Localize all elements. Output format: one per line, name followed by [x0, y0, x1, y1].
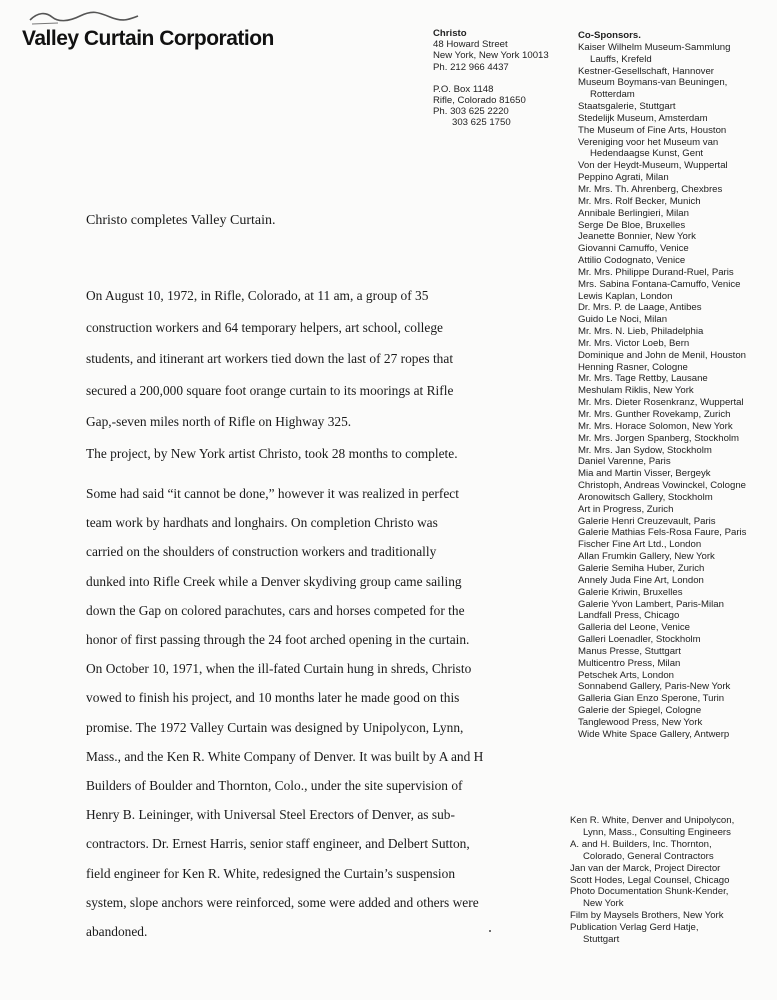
text-line: The project, by New York artist Christo, took 28 months to complete.: [86, 445, 458, 461]
credits-list: [570, 815, 775, 946]
text-line: field engineer for Ken R. White, redesigned the Curtain’s suspension: [86, 865, 456, 881]
sponsor-item: Christoph, Andreas Vowinckel, Cologne: [578, 480, 746, 492]
sponsor-item: Dominique and John de Menil, Houston: [578, 349, 746, 361]
sponsor-item: Aronowitsch Gallery, Stockholm: [578, 491, 713, 503]
sponsor-item: Stedelijk Museum, Amsterdam: [578, 112, 708, 124]
sponsor-item: Staatsgalerie, Stuttgart: [578, 101, 676, 113]
address-line: Ph. 212 966 4437: [433, 61, 509, 73]
credit-item: Colorado, General Contractors: [583, 850, 714, 862]
sponsor-item: Mr. Mrs. Horace Solomon, New York: [578, 420, 733, 432]
credit-item: Lynn, Mass., Consulting Engineers: [583, 826, 731, 838]
credit-item: Photo Documentation Shunk-Kender,: [570, 886, 729, 898]
sponsor-item: Galerie Yvon Lambert, Paris-Milan: [578, 598, 724, 610]
credit-item: Jan van der Marck, Project Director: [570, 862, 721, 874]
sponsor-item: Annely Juda Fine Art, London: [578, 574, 704, 586]
sponsor-item: Galleria Gian Enzo Sperone, Turin: [578, 693, 725, 705]
sponsor-item: Landfall Press, Chicago: [578, 610, 680, 622]
text-line: contractors. Dr. Ernest Harris, senior staff engineer, and Delbert Sutton,: [86, 836, 470, 852]
text-line: down the Gap on colored parachutes, cars and horses competed for the: [86, 602, 465, 618]
sponsor-item: Lauffs, Krefeld: [590, 53, 652, 65]
paragraph-2: [86, 479, 546, 946]
text-line: Henry B. Leininger, with Universal Steel Erectors of Denver, as sub-: [86, 807, 455, 823]
text-line: carried on the shoulders of construction workers and traditionally: [86, 544, 437, 560]
sponsor-item: Serge De Bloe, Bruxelles: [578, 219, 686, 231]
sponsor-item: Mia and Martin Visser, Bergeyk: [578, 468, 711, 480]
paragraph-1: [86, 280, 546, 469]
sponsor-item: Multicentro Press, Milan: [578, 657, 681, 669]
sponsor-item: Galerie der Spiegel, Cologne: [578, 705, 702, 717]
address-phone-alt: 303 625 1750: [452, 117, 511, 129]
text-line: team work by hardhats and longhairs. On completion Christo was: [86, 515, 438, 531]
sponsors-list: [578, 30, 773, 741]
headline: Christo completes Valley Curtain.: [86, 213, 276, 228]
credit-item: Scott Hodes, Legal Counsel, Chicago: [570, 874, 730, 886]
credit-item: Ken R. White, Denver and Unipolycon,: [570, 815, 735, 826]
paper-speck: [489, 930, 491, 932]
sponsor-item: Galerie Henri Creuzevault, Paris: [578, 515, 716, 527]
text-line: construction workers and 64 temporary helpers, art school, college: [86, 319, 443, 335]
credit-item: Film by Maysels Brothers, New York: [570, 910, 724, 922]
sponsor-item: Mr. Mrs. Tage Rettby, Lausane: [578, 373, 708, 385]
sponsor-item: Von der Heydt-Museum, Wuppertal: [578, 160, 728, 172]
credit-item: New York: [583, 898, 624, 910]
text-line: Builders of Boulder and Thornton, Colo., under the site supervision of: [86, 778, 463, 794]
sponsor-item: Mr. Mrs. Rolf Becker, Munich: [578, 195, 701, 207]
sponsor-item: Jeanette Bonnier, New York: [578, 231, 696, 243]
sponsor-item: Kestner-Gesellschaft, Hannover: [578, 65, 714, 77]
address-line: New York, New York 10013: [433, 50, 549, 62]
sponsor-item: Mr. Mrs. Philippe Durand-Ruel, Paris: [578, 266, 734, 278]
address-line: 48 Howard Street: [433, 39, 508, 51]
text-line: students, and itinerant art workers tied down the last of 27 ropes that: [86, 351, 454, 366]
text-line: vowed to finish his project, and 10 months later he made good on this: [86, 690, 460, 706]
sponsor-item: Daniel Varenne, Paris: [578, 456, 671, 468]
sponsor-item: Galerie Mathias Fels-Rosa Faure, Paris: [578, 527, 747, 539]
sponsor-item: Allan Frumkin Gallery, New York: [578, 551, 715, 563]
sponsor-item: Galerie Kriwin, Bruxelles: [578, 586, 683, 598]
text-line: dunked into Rifle Creek while a Denver skydiving group came sailing: [86, 573, 462, 589]
text-line: Some had said “it cannot be done,” however it was realized in perfect: [86, 486, 459, 501]
sponsor-item: Annibale Berlingieri, Milan: [578, 207, 689, 219]
text-line: Gap,-seven miles north of Rifle on Highway 325.: [86, 414, 352, 429]
text-line: system, slope anchors were reinforced, some were added and others were: [86, 894, 479, 910]
address-line: Ph. 303 625 2220: [433, 106, 509, 118]
sponsor-item: The Museum of Fine Arts, Houston: [578, 124, 727, 136]
sponsor-item: Giovanni Camuffo, Venice: [578, 243, 689, 255]
sponsor-item: Wide White Space Gallery, Antwerp: [578, 728, 730, 740]
sponsor-item: Galleria del Leone, Venice: [578, 622, 691, 634]
text-line: honor of first passing through the 24 foot arched opening in the curtain.: [86, 632, 470, 648]
sponsor-item: Mr. Mrs. Gunther Rovekamp, Zurich: [578, 409, 731, 420]
sponsor-item: Meshulam Riklis, New York: [578, 385, 694, 397]
sponsor-item: Manus Presse, Stuttgart: [578, 645, 681, 657]
sponsor-item: Kaiser Wilhelm Museum-Sammlung: [578, 41, 731, 53]
address-name: Christo: [433, 28, 467, 39]
sponsor-item: Mrs. Sabina Fontana-Camuffo, Venice: [578, 278, 741, 290]
sponsor-item: Dr. Mrs. P. de Laage, Antibes: [578, 302, 702, 314]
address-line: P.O. Box 1148: [433, 83, 494, 95]
text-line: On August 10, 1972, in Rifle, Colorado, at 11 am, a group of 35: [86, 288, 429, 303]
sponsor-item: Mr. Mrs. Th. Ahrenberg, Chexbres: [578, 183, 723, 195]
text-line: abandoned.: [86, 924, 148, 940]
sponsor-item: Art in Progress, Zurich: [578, 503, 674, 515]
credit-item: A. and H. Builders, Inc. Thornton,: [570, 838, 712, 850]
text-line: secured a 200,000 square foot orange curtain to its moorings at Rifle: [86, 382, 454, 398]
address-block: [433, 28, 549, 129]
sponsor-item: Rotterdam: [590, 89, 635, 101]
address-line: Rifle, Colorado 81650: [433, 95, 526, 107]
sponsors-heading: Co-Sponsors.: [578, 30, 641, 41]
sponsor-item: Galleri Loenadler, Stockholm: [578, 634, 701, 646]
sponsor-item: Mr. Mrs. Dieter Rosenkranz, Wuppertal: [578, 397, 744, 409]
company-name: Valley Curtain Corporation: [22, 27, 274, 50]
text-line: Mass., and the Ken R. White Company of Denver. It was built by A and H: [86, 748, 484, 764]
sponsor-item: Henning Rasner, Cologne: [578, 361, 688, 373]
credit-item: Stuttgart: [583, 934, 620, 946]
sponsor-item: Guido Le Noci, Milan: [578, 314, 668, 326]
sponsor-item: Mr. Mrs. N. Lieb, Philadelphia: [578, 326, 704, 338]
sponsor-item: Mr. Mrs. Jorgen Spanberg, Stockholm: [578, 432, 740, 444]
sponsor-item: Tanglewood Press, New York: [578, 716, 703, 728]
text-line: promise. The 1972 Valley Curtain was designed by Unipolycon, Lynn,: [86, 719, 464, 735]
sponsor-item: Attilio Codognato, Venice: [578, 255, 686, 267]
sponsor-item: Peppino Agrati, Milan: [578, 172, 669, 184]
sponsor-item: Museum Boymans-van Beuningen,: [578, 77, 728, 89]
sponsor-item: Mr. Mrs. Jan Sydow, Stockholm: [578, 444, 712, 456]
sponsor-item: Mr. Mrs. Victor Loeb, Bern: [578, 337, 690, 349]
sponsor-item: Hedendaagse Kunst, Gent: [590, 148, 704, 160]
credit-item: Publication Verlag Gerd Hatje,: [570, 922, 699, 934]
sponsor-item: Galerie Semiha Huber, Zurich: [578, 562, 705, 574]
text-line: On October 10, 1971, when the ill-fated Curtain hung in shreds, Christo: [86, 661, 472, 677]
sponsor-item: Vereniging voor het Museum van: [578, 136, 719, 148]
sponsor-item: Petschek Arts, London: [578, 669, 674, 681]
sponsor-item: Fischer Fine Art Ltd., London: [578, 539, 702, 551]
sponsor-item: Lewis Kaplan, London: [578, 290, 673, 302]
sponsor-item: Sonnabend Gallery, Paris-New York: [578, 681, 731, 693]
